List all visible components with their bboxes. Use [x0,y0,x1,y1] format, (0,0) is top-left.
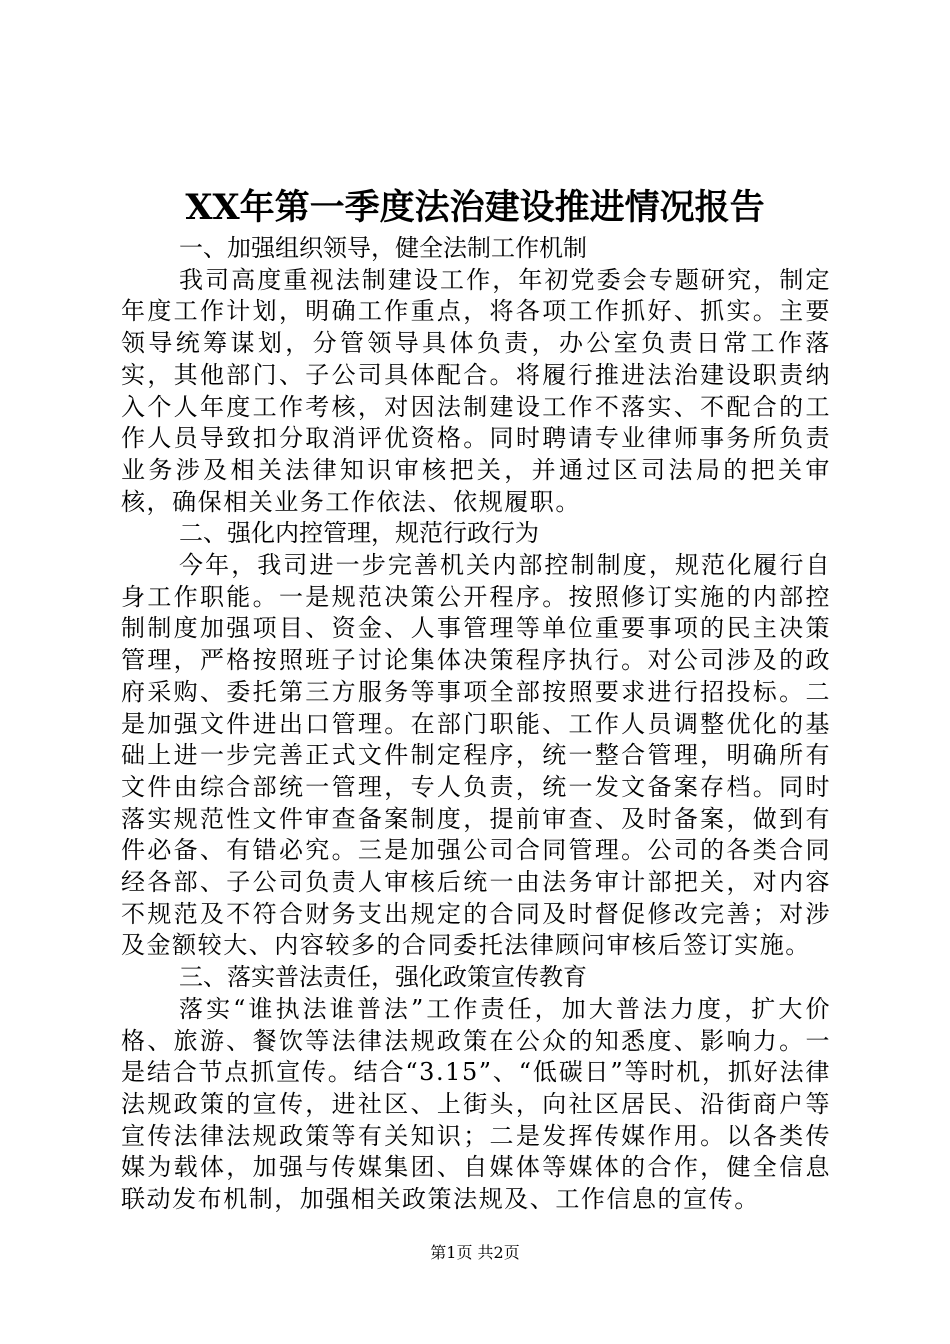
page-footer: 第1页 共2页 [430,1243,520,1262]
document-title: XX年第一季度法治建设推进情况报告 [185,187,765,228]
section-paragraph: 我司高度重视法制建设工作，年初党委会专题研究，制定年度工作计划，明确工作重点，将各项工作抓好、抓实。主要领导统筹谋划，分管领导具体负责，办公室负责日常工作落实，其他部门、子公司具体配合。将履行推进法治建设职责纳入个人年度工作考核，对因法制建设工作不落实、不配合的工作人员导致扣分取消评优资格。同时聘请专业律师事务所负责业务涉及相关法律知识审核把关，并通过区司法局的把关审核，确保相关业务工作依法、依规履职。 [121,265,831,516]
section-paragraph: 今年，我司进一步完善机关内部控制制度，规范化履行自身工作职能。一是规范决策公开程序。按照修订实施的内部控制制度加强项目、资金、人事管理等单位重要事项的民主决策管理，严格按照班子讨论集体决策程序执行。对公司涉及的政府采购、委托第三方服务等事项全部按照要求进行招投标。二是加强文件进出口管理。在部门职能、工作人员调整优化的基础上进一步完善正式文件制定程序，统一整合管理，明确所有文件由综合部统一管理，专人负责，统一发文备案存档。同时落实规范性文件审查备案制度，提前审查、及时备案，做到有件必备、有错必究。三是加强公司合同管理。公司的各类合同经各部、子公司负责人审核后统一由法务审计部把关，对内容不规范及不符合财务支出规定的合同及时督促修改完善；对涉及金额较大、内容较多的合同委托法律顾问审核后签订实施。 [121,551,831,960]
section-heading: 一、加强组织领导，健全法制工作机制 [179,234,587,262]
section-heading: 三、落实普法责任，强化政策宣传教育 [179,963,587,992]
section-paragraph: 落实“谁执法谁普法”工作责任，加大普法力度，扩大价格、旅游、餐饮等法律法规政策在公众的知悉度、影响力。一是结合节点抓宣传。结合“3.15”、“低碳日”等时机，抓好法律法规政策的宣传，进社区、上街头，向社区居民、沿街商户等宣传法律法规政策等有关知识；二是发挥传媒作用。以各类传媒为载体，加强与传媒集团、自媒体等媒体的合作，健全信息联动发布机制，加强相关政策法规及、工作信息的宣传。 [121,994,831,1214]
document-body [121,233,831,1216]
section-heading: 二、强化内控管理，规范行政行为 [179,519,539,548]
